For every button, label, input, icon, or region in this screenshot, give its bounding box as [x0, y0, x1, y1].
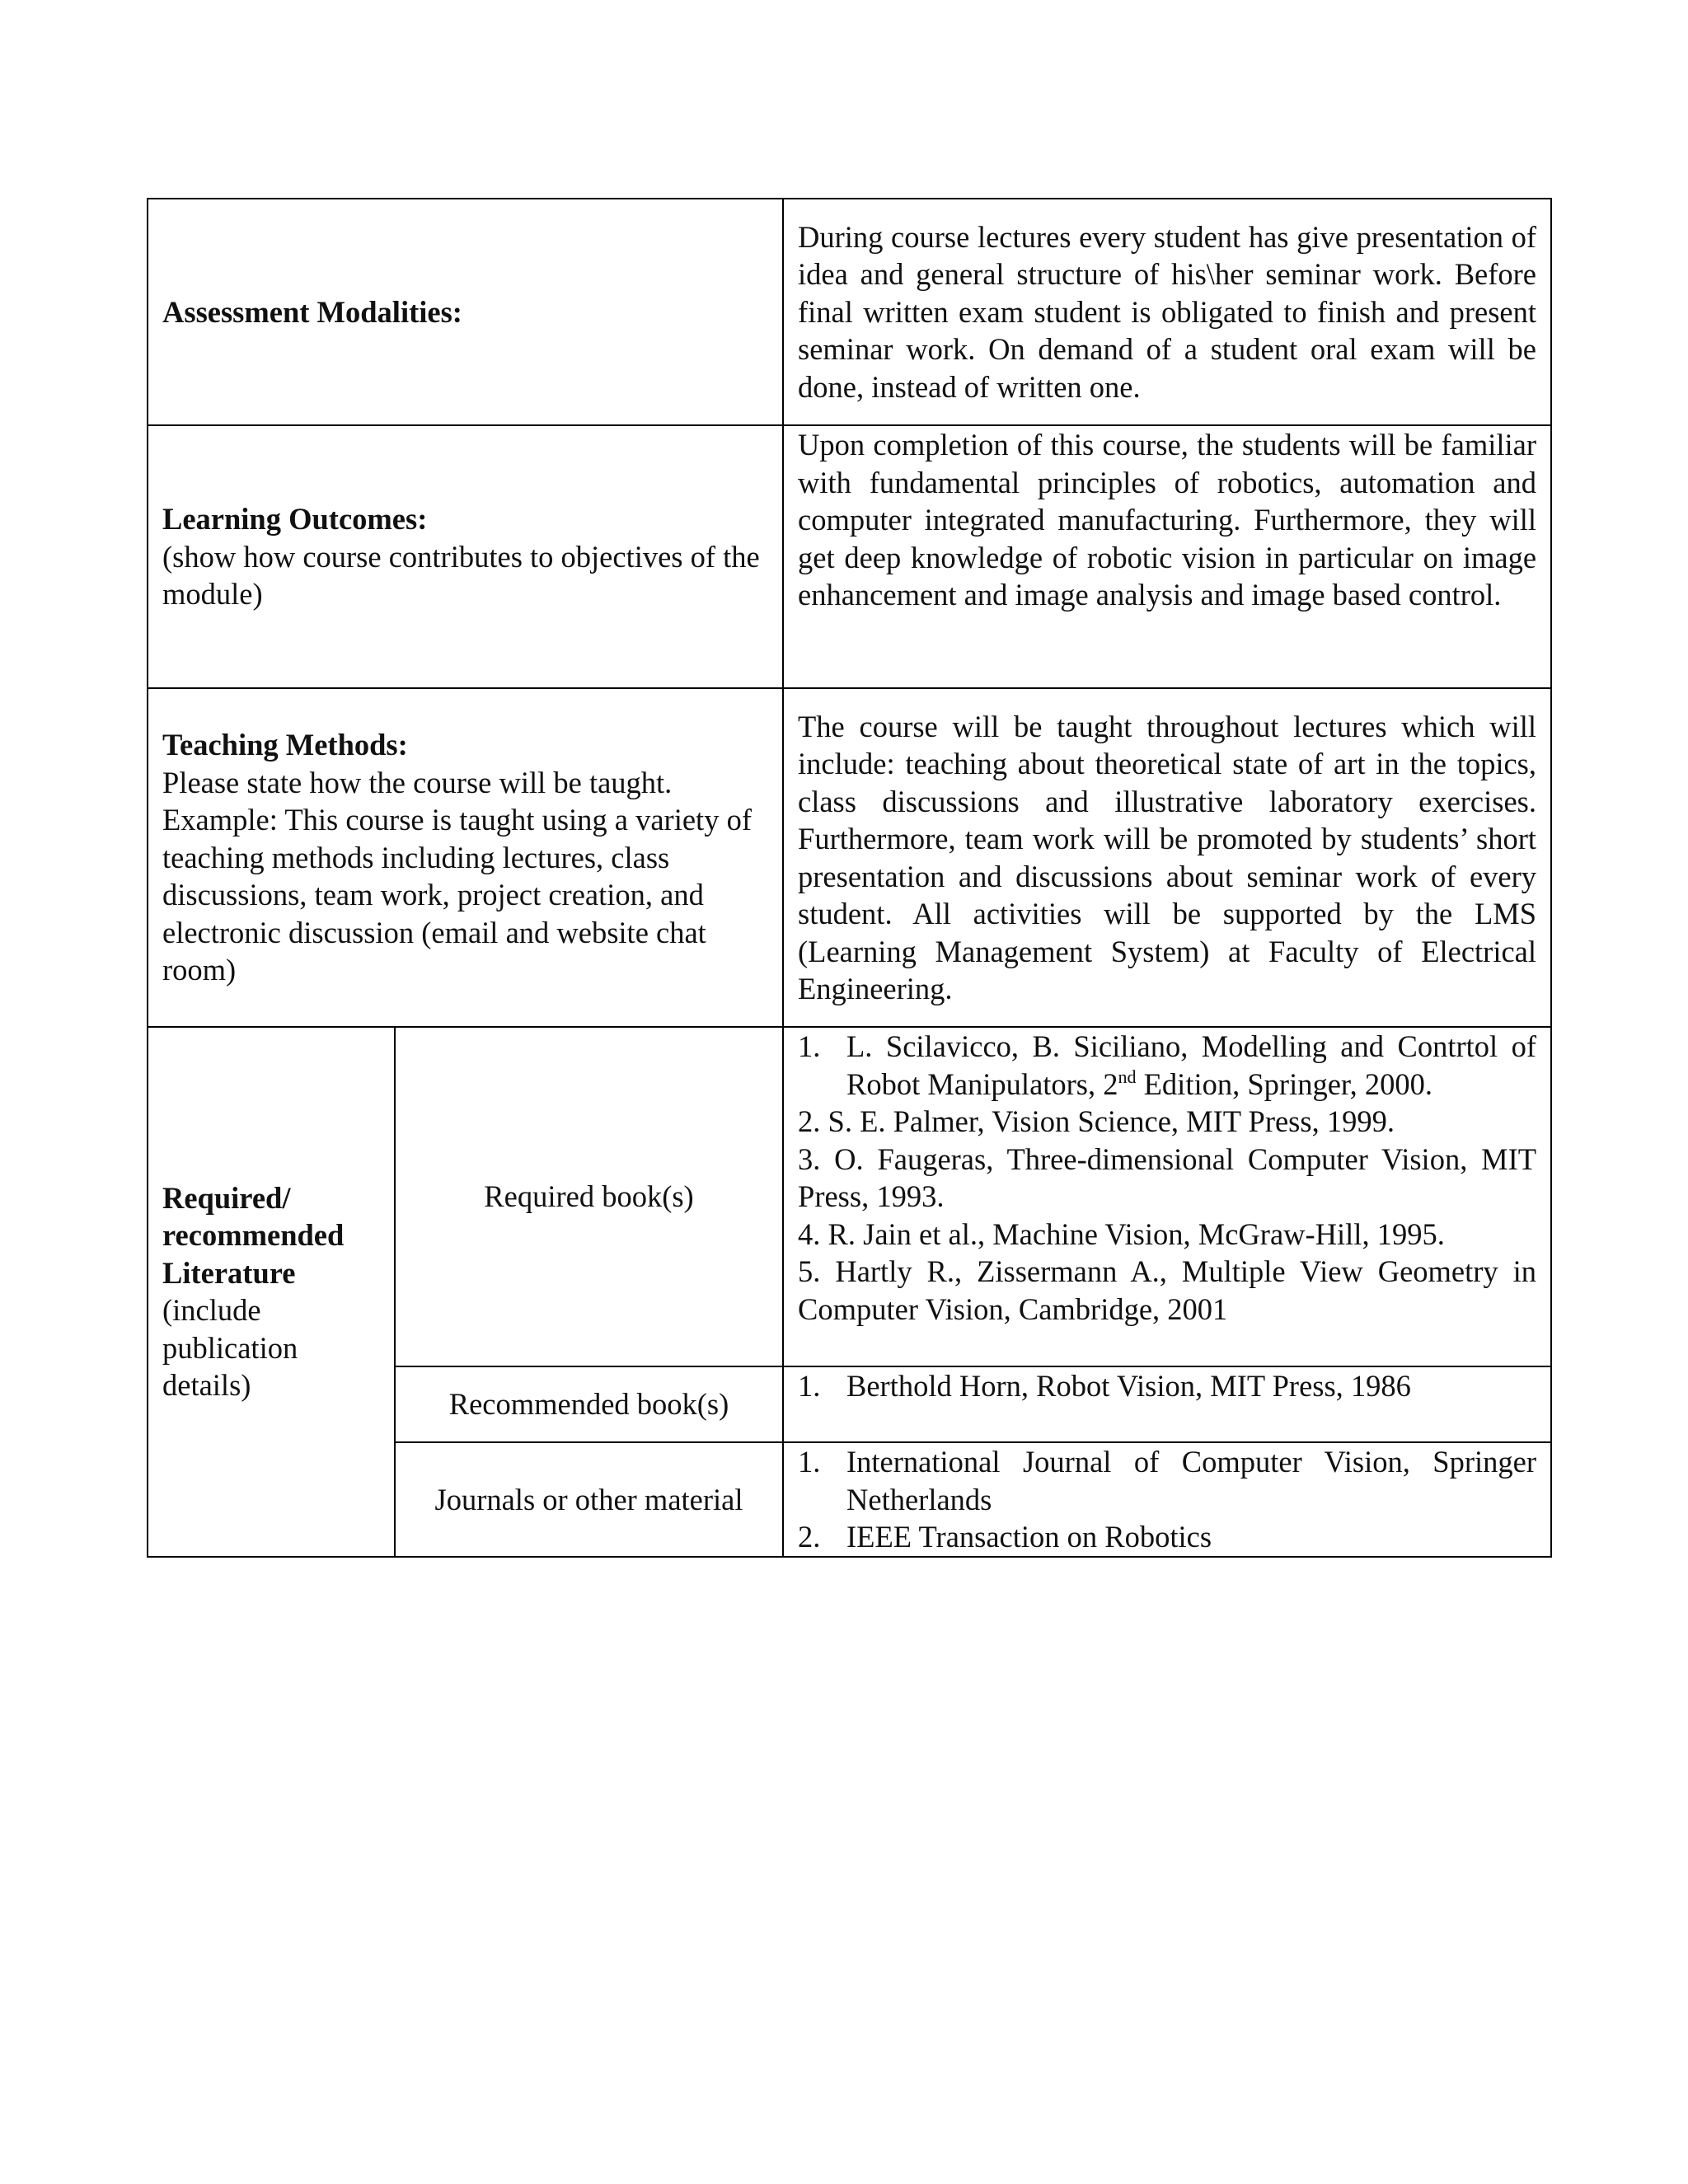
required-books-label: Required book(s): [484, 1179, 694, 1214]
required-books-list: [798, 1028, 1536, 1328]
list-item-text: Edition, Springer, 2000.: [1136, 1066, 1432, 1101]
list-item-number: 1.: [798, 1369, 821, 1403]
assessment-label-cell: [148, 199, 783, 425]
list-item: 2. S. E. Palmer, Vision Science, MIT Press, 1999.: [798, 1104, 1395, 1138]
learning-outcomes-text: Upon completion of this course, the students will be familiar with fundamental principles of robotics, automation and computer integrated manufacturing. Furthermore, they will get deep knowledge of robotic vision in particular on image enhancement and image analysis and image based control.: [798, 428, 1537, 612]
required-books-row: [148, 1027, 1551, 1366]
learning-outcomes-label-cell: [148, 425, 783, 688]
recommended-books-list-cell: [783, 1366, 1551, 1442]
course-details-table: [147, 198, 1552, 1558]
list-item: 5. Hartly R., Zissermann A., Multiple View Geometry in Computer Vision, Cambridge, 2001: [798, 1254, 1537, 1326]
teaching-methods-content-cell: [783, 688, 1551, 1027]
list-item-number: 1.: [798, 1029, 821, 1063]
journals-label-cell: [395, 1442, 783, 1557]
required-books-list-cell: [783, 1027, 1551, 1366]
journals-list: [798, 1443, 1536, 1556]
recommended-books-label: Recommended book(s): [448, 1387, 729, 1422]
teaching-methods-label: Teaching Methods:: [162, 728, 408, 762]
recommended-books-list: [798, 1367, 1536, 1405]
assessment-row: [148, 199, 1551, 425]
learning-outcomes-content-cell: [783, 425, 1551, 688]
assessment-label: Assessment Modalities:: [162, 294, 462, 329]
literature-label-note: (include publication details): [162, 1293, 298, 1403]
teaching-methods-row: [148, 688, 1551, 1027]
teaching-methods-label-cell: [148, 688, 783, 1027]
journals-label: Journals or other material: [434, 1482, 743, 1516]
literature-label-line-2: recommended: [162, 1218, 345, 1253]
list-item-number: 1.: [798, 1445, 821, 1479]
teaching-methods-text: The course will be taught throughout lectures which will include: teaching about theoretical state of art in the topics, class discussions and illustrative laboratory exercises. Furthermore, team work will be promoted by students’ short presentation and discussions about seminar work of every student. All activities will be supported by the LMS (Learning Management System) at Faculty of Electrical Engineering.: [798, 709, 1537, 1005]
assessment-text: During course lectures every student has give presentation of idea and general structure of his\her seminar work. Before final written exam student is obligated to finish and present seminar work. On demand of a student oral exam will be done, instead of written one.: [798, 219, 1537, 404]
list-item-text: IEEE Transaction on Robotics: [846, 1520, 1212, 1554]
list-item: [798, 1367, 1536, 1405]
list-item-text: Berthold Horn, Robot Vision, MIT Press, 1986: [846, 1369, 1411, 1403]
literature-label-line-3: Literature: [162, 1255, 296, 1290]
list-item: [798, 1028, 1536, 1103]
teaching-methods-sublabel-2: Example: This course is taught using a variety of teaching methods including lectures, class discussions, team work, project creation, and electronic discussion (email and website chat room): [162, 803, 752, 987]
learning-outcomes-row: [148, 425, 1551, 688]
list-item: 4. R. Jain et al., Machine Vision, McGraw-Hill, 1995.: [798, 1216, 1445, 1251]
list-item-text: International Journal of Computer Vision, Springer Netherlands: [846, 1445, 1537, 1516]
literature-label-cell: [148, 1027, 395, 1557]
literature-label-line-1: Required/: [162, 1180, 291, 1215]
list-item: [798, 1518, 1536, 1556]
list-item-superscript: nd: [1118, 1066, 1137, 1087]
teaching-methods-sublabel-1: Please state how the course will be taught.: [162, 765, 673, 799]
list-item-text: L. Scilavicco, B. Siciliano, Modelling and Contrtol of Robot Manipulators, 2: [846, 1029, 1537, 1101]
list-item: [798, 1443, 1536, 1518]
learning-outcomes-sublabel: (show how course contributes to objectives of the module): [162, 539, 760, 612]
list-item-number: 2.: [798, 1520, 821, 1554]
assessment-content-cell: [783, 199, 1551, 425]
recommended-books-label-cell: [395, 1366, 783, 1442]
journals-list-cell: [783, 1442, 1551, 1557]
required-books-label-cell: [395, 1027, 783, 1366]
learning-outcomes-label: Learning Outcomes:: [162, 502, 428, 537]
list-item: 3. O. Faugeras, Three-dimensional Computer Vision, MIT Press, 1993.: [798, 1141, 1537, 1213]
